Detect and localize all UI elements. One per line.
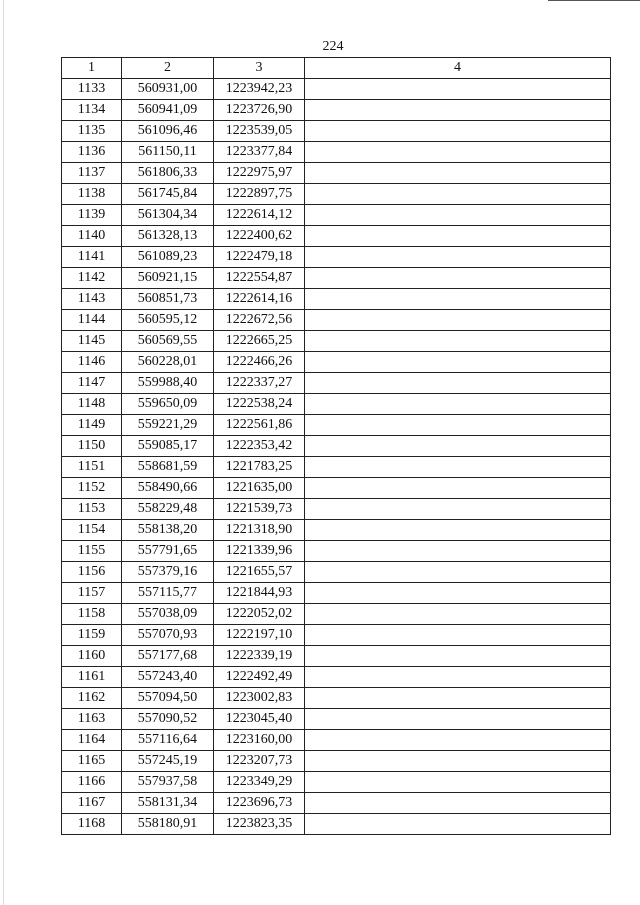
table-row — [62, 646, 611, 667]
table-row — [62, 583, 611, 604]
note-cell — [305, 562, 611, 583]
y-coordinate-cell: 1222614,12 — [214, 205, 305, 226]
point-number-cell: 1140 — [62, 226, 122, 247]
y-coordinate-cell: 1221783,25 — [214, 457, 305, 478]
point-number-cell: 1161 — [62, 667, 122, 688]
note-cell — [305, 247, 611, 268]
y-coordinate-cell: 1222975,97 — [214, 163, 305, 184]
x-coordinate-cell: 561096,46 — [122, 121, 214, 142]
note-cell — [305, 226, 611, 247]
note-cell — [305, 289, 611, 310]
table-row — [62, 709, 611, 730]
table-row — [62, 667, 611, 688]
y-coordinate-cell: 1223349,29 — [214, 772, 305, 793]
x-coordinate-cell: 561304,34 — [122, 205, 214, 226]
x-coordinate-cell: 557038,09 — [122, 604, 214, 625]
x-coordinate-cell: 560228,01 — [122, 352, 214, 373]
y-coordinate-cell: 1222672,56 — [214, 310, 305, 331]
y-coordinate-cell: 1222554,87 — [214, 268, 305, 289]
table-row — [62, 751, 611, 772]
x-coordinate-cell: 559650,09 — [122, 394, 214, 415]
point-number-cell: 1155 — [62, 541, 122, 562]
table-row — [62, 478, 611, 499]
point-number-cell: 1160 — [62, 646, 122, 667]
note-cell — [305, 520, 611, 541]
y-coordinate-cell: 1222353,42 — [214, 436, 305, 457]
x-coordinate-cell: 558681,59 — [122, 457, 214, 478]
y-coordinate-cell: 1222052,02 — [214, 604, 305, 625]
point-number-cell: 1147 — [62, 373, 122, 394]
note-cell — [305, 142, 611, 163]
x-coordinate-cell: 561745,84 — [122, 184, 214, 205]
note-cell — [305, 100, 611, 121]
note-cell — [305, 625, 611, 646]
table-row — [62, 331, 611, 352]
table-row — [62, 394, 611, 415]
table-row — [62, 625, 611, 646]
x-coordinate-cell: 560851,73 — [122, 289, 214, 310]
y-coordinate-cell: 1223207,73 — [214, 751, 305, 772]
scan-edge-line — [548, 0, 640, 1]
x-coordinate-cell: 557070,93 — [122, 625, 214, 646]
y-coordinate-cell: 1221844,93 — [214, 583, 305, 604]
note-cell — [305, 478, 611, 499]
note-cell — [305, 814, 611, 835]
note-cell — [305, 184, 611, 205]
table-row — [62, 562, 611, 583]
point-number-cell: 1157 — [62, 583, 122, 604]
table-row — [62, 247, 611, 268]
point-number-cell: 1152 — [62, 478, 122, 499]
point-number-cell: 1150 — [62, 436, 122, 457]
point-number-cell: 1154 — [62, 520, 122, 541]
note-cell — [305, 268, 611, 289]
point-number-cell: 1167 — [62, 793, 122, 814]
y-coordinate-cell: 1222400,62 — [214, 226, 305, 247]
table-row — [62, 415, 611, 436]
y-coordinate-cell: 1222339,19 — [214, 646, 305, 667]
table-row — [62, 814, 611, 835]
y-coordinate-cell: 1222897,75 — [214, 184, 305, 205]
y-coordinate-cell: 1223045,40 — [214, 709, 305, 730]
y-coordinate-cell: 1221339,96 — [214, 541, 305, 562]
table-row — [62, 772, 611, 793]
table-row — [62, 79, 611, 100]
column-header-4: 4 — [305, 58, 611, 79]
x-coordinate-cell: 559085,17 — [122, 436, 214, 457]
column-header-1: 1 — [62, 58, 122, 79]
point-number-cell: 1144 — [62, 310, 122, 331]
point-number-cell: 1139 — [62, 205, 122, 226]
x-coordinate-cell: 557243,40 — [122, 667, 214, 688]
table-row — [62, 520, 611, 541]
coordinates-table — [61, 57, 611, 835]
y-coordinate-cell: 1223726,90 — [214, 100, 305, 121]
point-number-cell: 1146 — [62, 352, 122, 373]
table-row — [62, 604, 611, 625]
point-number-cell: 1133 — [62, 79, 122, 100]
table-row — [62, 205, 611, 226]
table-row — [62, 352, 611, 373]
point-number-cell: 1156 — [62, 562, 122, 583]
note-cell — [305, 793, 611, 814]
point-number-cell: 1151 — [62, 457, 122, 478]
x-coordinate-cell: 557791,65 — [122, 541, 214, 562]
point-number-cell: 1138 — [62, 184, 122, 205]
point-number-cell: 1135 — [62, 121, 122, 142]
y-coordinate-cell: 1223539,05 — [214, 121, 305, 142]
table-row — [62, 436, 611, 457]
table-row — [62, 688, 611, 709]
point-number-cell: 1168 — [62, 814, 122, 835]
table-row — [62, 541, 611, 562]
table-row — [62, 499, 611, 520]
x-coordinate-cell: 561806,33 — [122, 163, 214, 184]
note-cell — [305, 331, 611, 352]
point-number-cell: 1166 — [62, 772, 122, 793]
note-cell — [305, 646, 611, 667]
x-coordinate-cell: 560941,09 — [122, 100, 214, 121]
y-coordinate-cell: 1222665,25 — [214, 331, 305, 352]
y-coordinate-cell: 1222492,49 — [214, 667, 305, 688]
point-number-cell: 1153 — [62, 499, 122, 520]
note-cell — [305, 583, 611, 604]
table-row — [62, 163, 611, 184]
note-cell — [305, 772, 611, 793]
note-cell — [305, 373, 611, 394]
y-coordinate-cell: 1221655,57 — [214, 562, 305, 583]
table-row — [62, 226, 611, 247]
point-number-cell: 1137 — [62, 163, 122, 184]
x-coordinate-cell: 559988,40 — [122, 373, 214, 394]
x-coordinate-cell: 557094,50 — [122, 688, 214, 709]
table-row — [62, 457, 611, 478]
x-coordinate-cell: 561328,13 — [122, 226, 214, 247]
note-cell — [305, 709, 611, 730]
y-coordinate-cell: 1221539,73 — [214, 499, 305, 520]
note-cell — [305, 751, 611, 772]
y-coordinate-cell: 1223823,35 — [214, 814, 305, 835]
x-coordinate-cell: 557245,19 — [122, 751, 214, 772]
y-coordinate-cell: 1223160,00 — [214, 730, 305, 751]
y-coordinate-cell: 1221635,00 — [214, 478, 305, 499]
point-number-cell: 1158 — [62, 604, 122, 625]
point-number-cell: 1143 — [62, 289, 122, 310]
y-coordinate-cell: 1223002,83 — [214, 688, 305, 709]
note-cell — [305, 604, 611, 625]
note-cell — [305, 121, 611, 142]
column-header-3: 3 — [214, 58, 305, 79]
x-coordinate-cell: 561150,11 — [122, 142, 214, 163]
x-coordinate-cell: 557115,77 — [122, 583, 214, 604]
column-header-2: 2 — [122, 58, 214, 79]
note-cell — [305, 688, 611, 709]
note-cell — [305, 436, 611, 457]
point-number-cell: 1163 — [62, 709, 122, 730]
y-coordinate-cell: 1223696,73 — [214, 793, 305, 814]
y-coordinate-cell: 1223942,23 — [214, 79, 305, 100]
table-row — [62, 121, 611, 142]
point-number-cell: 1149 — [62, 415, 122, 436]
point-number-cell: 1162 — [62, 688, 122, 709]
table-row — [62, 310, 611, 331]
table-header-row — [62, 58, 611, 79]
note-cell — [305, 394, 611, 415]
y-coordinate-cell: 1222337,27 — [214, 373, 305, 394]
y-coordinate-cell: 1223377,84 — [214, 142, 305, 163]
note-cell — [305, 667, 611, 688]
x-coordinate-cell: 560595,12 — [122, 310, 214, 331]
point-number-cell: 1164 — [62, 730, 122, 751]
note-cell — [305, 310, 611, 331]
table-row — [62, 730, 611, 751]
y-coordinate-cell: 1222466,26 — [214, 352, 305, 373]
note-cell — [305, 730, 611, 751]
scan-margin-line — [3, 0, 4, 905]
table-row — [62, 289, 611, 310]
note-cell — [305, 457, 611, 478]
x-coordinate-cell: 560921,15 — [122, 268, 214, 289]
note-cell — [305, 499, 611, 520]
note-cell — [305, 352, 611, 373]
y-coordinate-cell: 1222479,18 — [214, 247, 305, 268]
x-coordinate-cell: 557937,58 — [122, 772, 214, 793]
table-row — [62, 373, 611, 394]
note-cell — [305, 541, 611, 562]
x-coordinate-cell: 560931,00 — [122, 79, 214, 100]
page-number: 224 — [322, 39, 344, 54]
x-coordinate-cell: 558131,34 — [122, 793, 214, 814]
x-coordinate-cell: 557090,52 — [122, 709, 214, 730]
y-coordinate-cell: 1222561,86 — [214, 415, 305, 436]
x-coordinate-cell: 558229,48 — [122, 499, 214, 520]
note-cell — [305, 163, 611, 184]
y-coordinate-cell: 1221318,90 — [214, 520, 305, 541]
point-number-cell: 1141 — [62, 247, 122, 268]
x-coordinate-cell: 558180,91 — [122, 814, 214, 835]
point-number-cell: 1145 — [62, 331, 122, 352]
point-number-cell: 1165 — [62, 751, 122, 772]
x-coordinate-cell: 557379,16 — [122, 562, 214, 583]
point-number-cell: 1134 — [62, 100, 122, 121]
table-body — [62, 79, 611, 835]
note-cell — [305, 415, 611, 436]
table-row — [62, 142, 611, 163]
x-coordinate-cell: 559221,29 — [122, 415, 214, 436]
y-coordinate-cell: 1222538,24 — [214, 394, 305, 415]
table-row — [62, 793, 611, 814]
x-coordinate-cell: 558490,66 — [122, 478, 214, 499]
x-coordinate-cell: 558138,20 — [122, 520, 214, 541]
table-row — [62, 268, 611, 289]
x-coordinate-cell: 557116,64 — [122, 730, 214, 751]
point-number-cell: 1159 — [62, 625, 122, 646]
table-row — [62, 184, 611, 205]
note-cell — [305, 79, 611, 100]
y-coordinate-cell: 1222197,10 — [214, 625, 305, 646]
table-row — [62, 100, 611, 121]
x-coordinate-cell: 557177,68 — [122, 646, 214, 667]
x-coordinate-cell: 561089,23 — [122, 247, 214, 268]
point-number-cell: 1142 — [62, 268, 122, 289]
y-coordinate-cell: 1222614,16 — [214, 289, 305, 310]
point-number-cell: 1136 — [62, 142, 122, 163]
x-coordinate-cell: 560569,55 — [122, 331, 214, 352]
point-number-cell: 1148 — [62, 394, 122, 415]
note-cell — [305, 205, 611, 226]
